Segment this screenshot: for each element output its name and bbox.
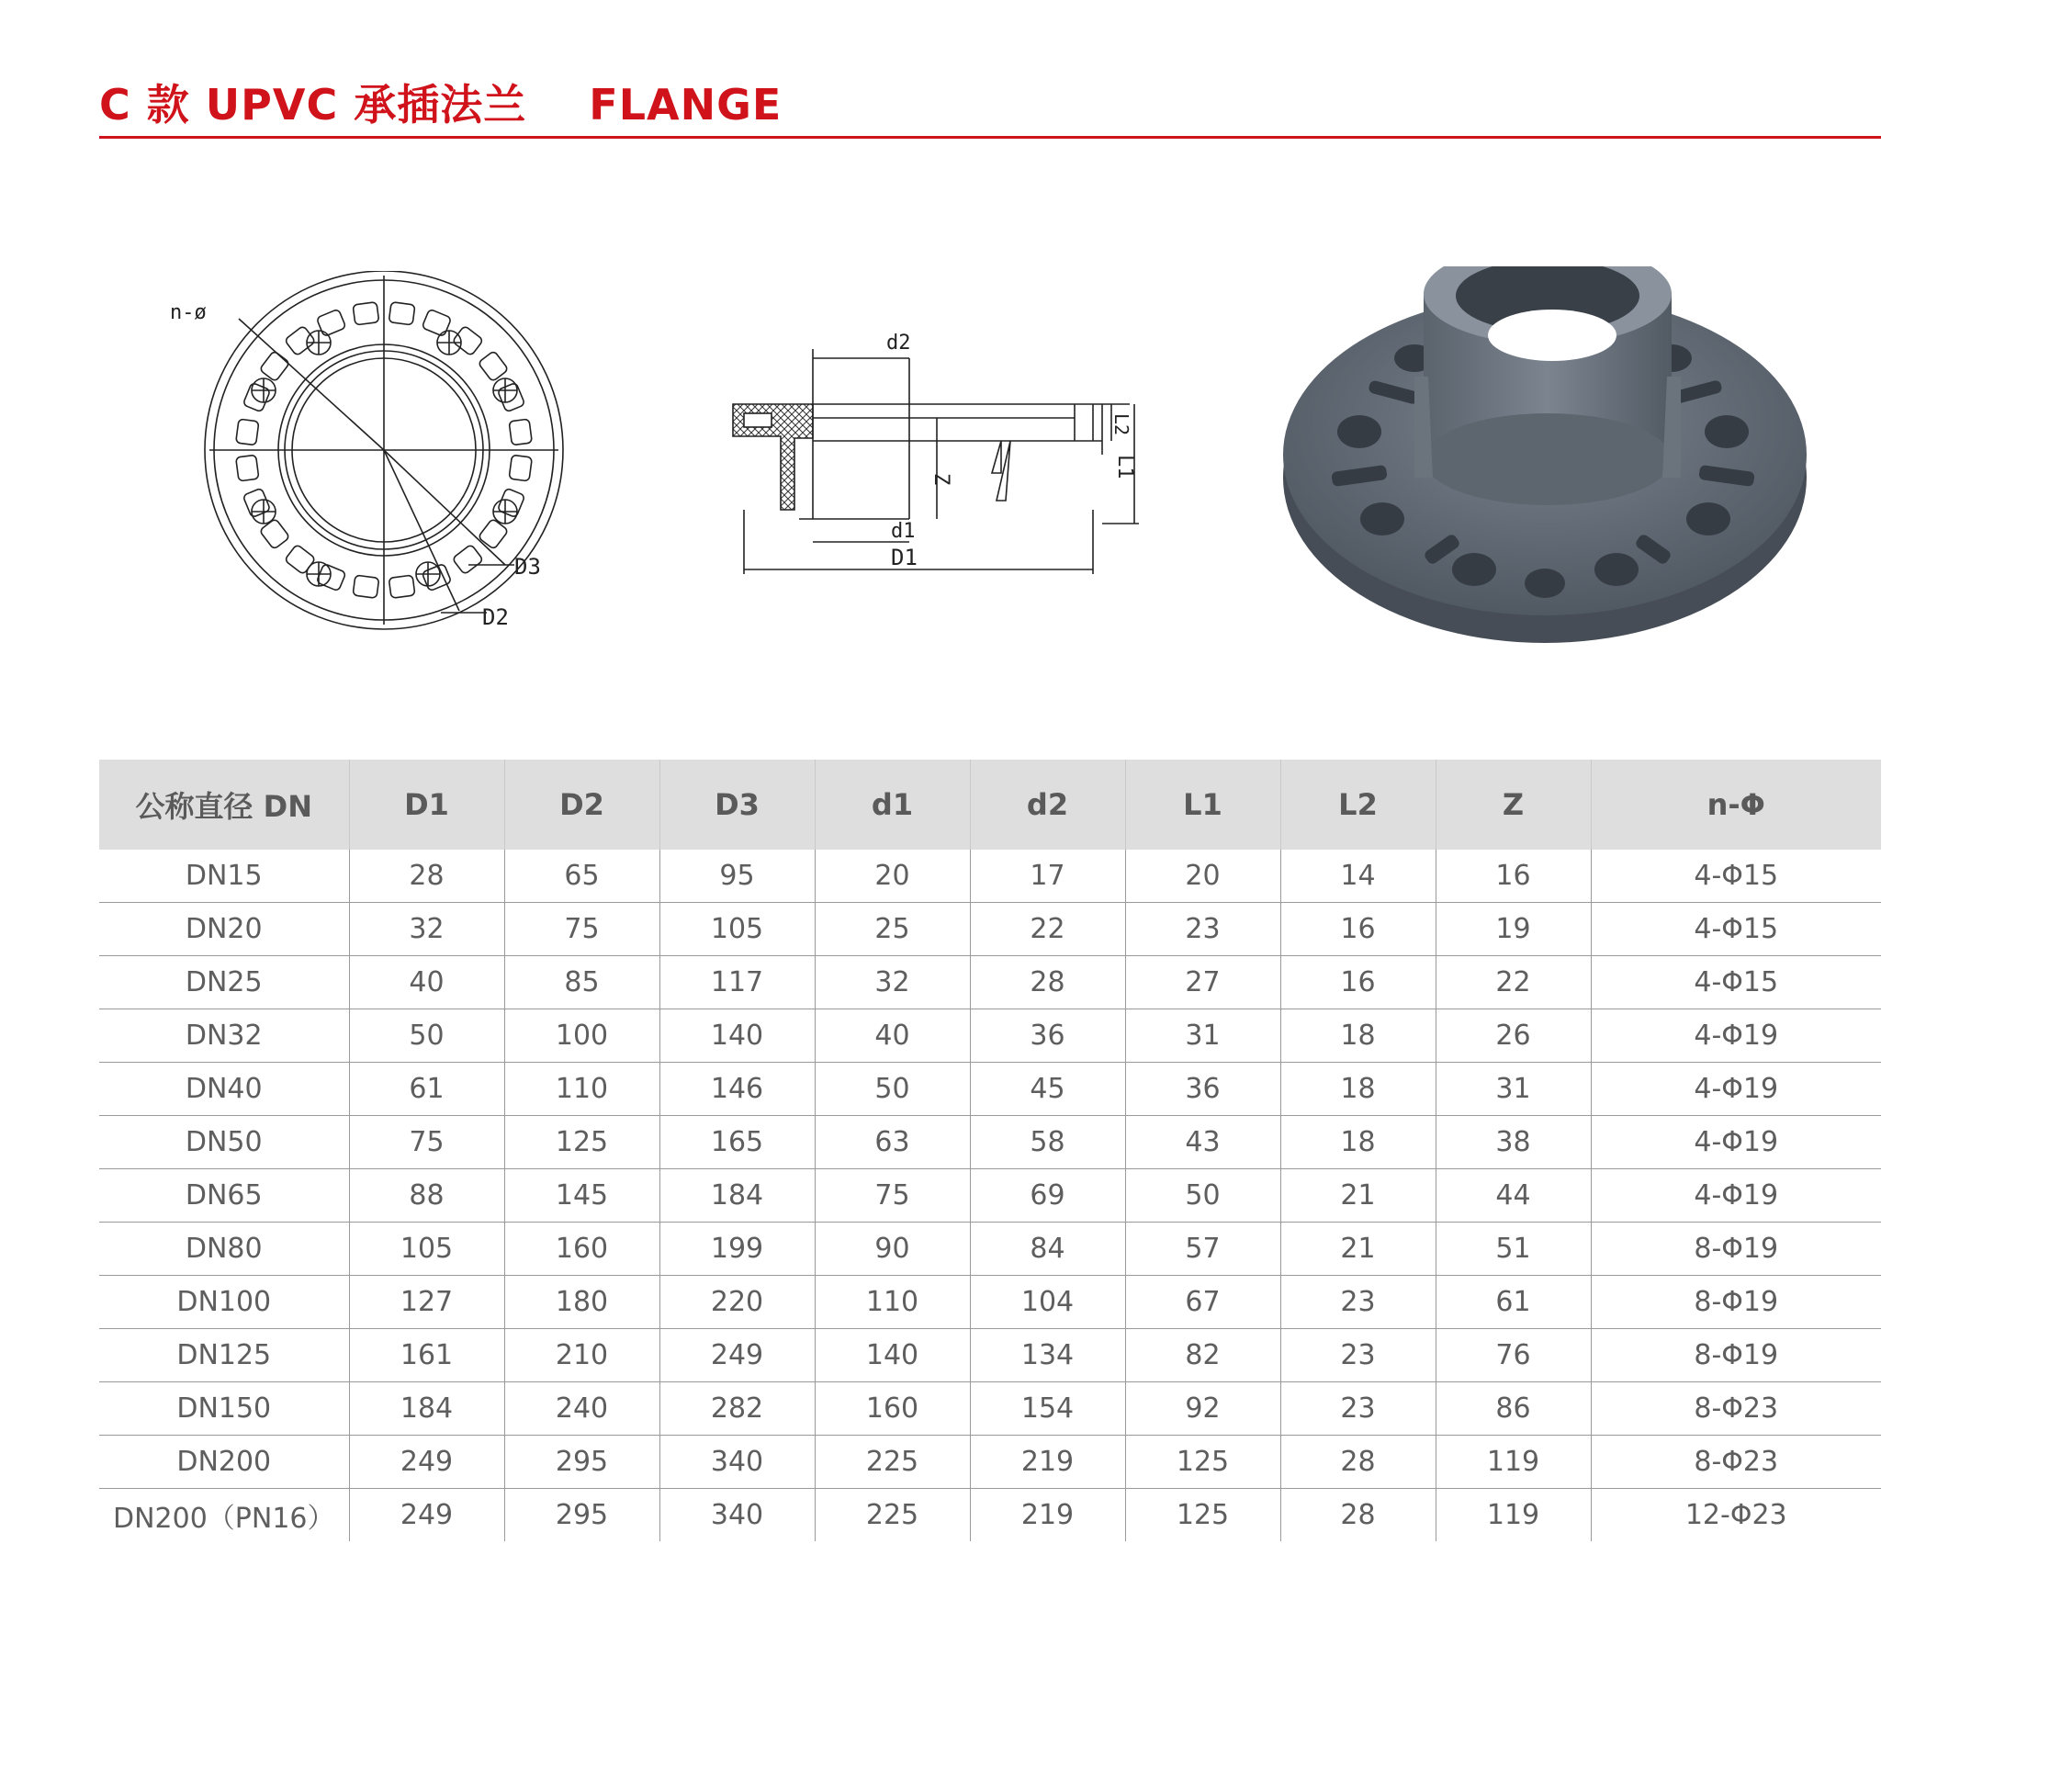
table-cell: 4-Φ15 [1591, 850, 1881, 903]
table-cell: 12-Φ23 [1591, 1489, 1881, 1542]
table-row [99, 1009, 1881, 1063]
table-cell: 125 [504, 1116, 659, 1169]
table-cell: 85 [504, 956, 659, 1009]
title-divider [99, 136, 1881, 139]
column-header: d2 [970, 760, 1125, 850]
table-cell: 160 [504, 1223, 659, 1276]
table-cell: DN20 [99, 903, 349, 956]
table-cell: 75 [504, 903, 659, 956]
table-cell: 28 [970, 956, 1125, 1009]
table-cell: 8-Φ19 [1591, 1276, 1881, 1329]
table-cell: 69 [970, 1169, 1125, 1223]
table-cell: 8-Φ19 [1591, 1223, 1881, 1276]
table-cell: 22 [1436, 956, 1591, 1009]
column-header: D3 [659, 760, 815, 850]
table-row [99, 1489, 1881, 1542]
column-header: L2 [1280, 760, 1436, 850]
table-cell: 100 [504, 1009, 659, 1063]
table-cell: 117 [659, 956, 815, 1009]
table-cell: 25 [815, 903, 970, 956]
table-cell: 110 [504, 1063, 659, 1116]
table-cell: 16 [1436, 850, 1591, 903]
table-cell: 8-Φ19 [1591, 1329, 1881, 1382]
table-cell: 31 [1125, 1009, 1280, 1063]
table-cell: DN25 [99, 956, 349, 1009]
flange-slot [236, 455, 259, 481]
l2-label: L2 [1110, 413, 1132, 436]
table-cell: 16 [1280, 903, 1436, 956]
table-cell: DN200 [99, 1436, 349, 1489]
table-row [99, 1223, 1881, 1276]
table-cell: 18 [1280, 1009, 1436, 1063]
table-row [99, 956, 1881, 1009]
table-cell: 4-Φ19 [1591, 1169, 1881, 1223]
table-cell: 90 [815, 1223, 970, 1276]
d1-section-label: d1 [891, 520, 916, 543]
table-cell: 21 [1280, 1169, 1436, 1223]
table-cell: 50 [349, 1009, 504, 1063]
table-cell: 40 [349, 956, 504, 1009]
flange-slot [316, 563, 345, 591]
d2-section-label: d2 [886, 332, 911, 355]
table-cell: DN40 [99, 1063, 349, 1116]
table-cell: 57 [1125, 1223, 1280, 1276]
table-cell: 4-Φ19 [1591, 1009, 1881, 1063]
table-cell: 14 [1280, 850, 1436, 903]
table-cell: 282 [659, 1382, 815, 1436]
table-cell: 146 [659, 1063, 815, 1116]
table-cell: 18 [1280, 1116, 1436, 1169]
table-cell: 340 [659, 1436, 815, 1489]
z-label: Z [929, 473, 952, 486]
table-cell: 86 [1436, 1382, 1591, 1436]
table-header-row [99, 760, 1881, 850]
flange-slot [452, 544, 483, 574]
table-cell: 4-Φ15 [1591, 956, 1881, 1009]
table-cell: 51 [1436, 1223, 1591, 1276]
column-header: L1 [1125, 760, 1280, 850]
table-cell: 220 [659, 1276, 815, 1329]
table-cell: 63 [815, 1116, 970, 1169]
table-cell: DN150 [99, 1382, 349, 1436]
table-cell: DN200（PN16） [99, 1489, 349, 1542]
table-cell: 125 [1125, 1489, 1280, 1542]
flange-slot [497, 382, 524, 411]
table-cell: 23 [1125, 903, 1280, 956]
table-cell: 50 [1125, 1169, 1280, 1223]
table-cell: 61 [349, 1063, 504, 1116]
table-cell: DN100 [99, 1276, 349, 1329]
flange-slot [422, 563, 451, 591]
flange-slot [422, 309, 451, 336]
table-cell: 210 [504, 1329, 659, 1382]
table-cell: 134 [970, 1329, 1125, 1382]
table-cell: 145 [504, 1169, 659, 1223]
table-cell: 28 [1280, 1436, 1436, 1489]
table-cell: 92 [1125, 1382, 1280, 1436]
flange-slot [389, 302, 415, 325]
column-header: D2 [504, 760, 659, 850]
table-cell: 20 [1125, 850, 1280, 903]
table-cell: 8-Φ23 [1591, 1436, 1881, 1489]
table-cell: 61 [1436, 1276, 1591, 1329]
flange-slot [509, 455, 532, 481]
flange-slot [242, 382, 270, 411]
table-cell: 119 [1436, 1489, 1591, 1542]
flange-slot [353, 302, 379, 325]
table-cell: 36 [1125, 1063, 1280, 1116]
table-cell: 4-Φ19 [1591, 1116, 1881, 1169]
table-cell: 23 [1280, 1382, 1436, 1436]
table-cell: 43 [1125, 1116, 1280, 1169]
table-cell: 125 [1125, 1436, 1280, 1489]
table-cell: 140 [659, 1009, 815, 1063]
flange-slot [353, 575, 379, 598]
column-header: 公称直径 DN [99, 760, 349, 850]
table-cell: 84 [970, 1223, 1125, 1276]
table-cell: 95 [659, 850, 815, 903]
table-cell: 110 [815, 1276, 970, 1329]
d3-label: D3 [514, 554, 541, 580]
table-cell: 20 [815, 850, 970, 903]
table-row [99, 1329, 1881, 1382]
table-cell: 32 [815, 956, 970, 1009]
table-cell: 161 [349, 1329, 504, 1382]
table-row [99, 903, 1881, 956]
table-cell: 154 [970, 1382, 1125, 1436]
table-cell: 199 [659, 1223, 815, 1276]
table-cell: 18 [1280, 1063, 1436, 1116]
table-cell: 23 [1280, 1329, 1436, 1382]
table-cell: DN32 [99, 1009, 349, 1063]
D1-section-label: D1 [891, 545, 918, 570]
flange-slot [236, 419, 259, 445]
table-cell: 119 [1436, 1436, 1591, 1489]
table-cell: 8-Φ23 [1591, 1382, 1881, 1436]
table-cell: 184 [659, 1169, 815, 1223]
table-cell: 295 [504, 1489, 659, 1542]
table-cell: 105 [349, 1223, 504, 1276]
table-row [99, 1436, 1881, 1489]
table-cell: 45 [970, 1063, 1125, 1116]
table-cell: 58 [970, 1116, 1125, 1169]
table-cell: 4-Φ19 [1591, 1063, 1881, 1116]
table-cell: 225 [815, 1436, 970, 1489]
table-cell: 28 [1280, 1489, 1436, 1542]
table-cell: 249 [659, 1329, 815, 1382]
table-row [99, 1276, 1881, 1329]
table-cell: 105 [659, 903, 815, 956]
table-cell: 340 [659, 1489, 815, 1542]
flange-section-drawing [726, 326, 1148, 602]
flange-slot [478, 351, 508, 382]
table-cell: 17 [970, 850, 1125, 903]
table-cell: 65 [504, 850, 659, 903]
table-cell: 295 [504, 1436, 659, 1489]
table-cell: 44 [1436, 1169, 1591, 1223]
table-cell: 21 [1280, 1223, 1436, 1276]
table-cell: 82 [1125, 1329, 1280, 1382]
table-cell: DN125 [99, 1329, 349, 1382]
flange-slot [389, 575, 415, 598]
table-cell: DN15 [185, 860, 263, 892]
flange-spec-table [99, 760, 1881, 1541]
table-cell: 75 [349, 1116, 504, 1169]
table-cell: 160 [815, 1382, 970, 1436]
table-cell: 75 [815, 1169, 970, 1223]
table-cell: 28 [349, 850, 504, 903]
flange-slot [285, 544, 316, 574]
flange-product-photo [1277, 266, 1819, 652]
flange-front-view-drawing [165, 271, 569, 638]
table-cell: 40 [815, 1009, 970, 1063]
table-cell: 26 [1436, 1009, 1591, 1063]
table-cell: 22 [970, 903, 1125, 956]
table-cell: 240 [504, 1382, 659, 1436]
table-cell: 219 [970, 1489, 1125, 1542]
flange-slot [509, 419, 532, 445]
table-cell: 249 [349, 1436, 504, 1489]
flange-slot [497, 488, 524, 517]
table-cell: 127 [349, 1276, 504, 1329]
flange-slot [316, 309, 345, 336]
table-cell: 4-Φ15 [1591, 903, 1881, 956]
column-header: d1 [815, 760, 970, 850]
table-cell: 27 [1125, 956, 1280, 1009]
table-cell: 225 [815, 1489, 970, 1542]
table-cell: 31 [1436, 1063, 1591, 1116]
table-cell: 180 [504, 1276, 659, 1329]
column-header: Z [1436, 760, 1591, 850]
l1-label: L1 [1113, 455, 1136, 479]
table-cell: 50 [815, 1063, 970, 1116]
table-cell: 219 [970, 1436, 1125, 1489]
column-header: D1 [349, 760, 504, 850]
table-row [99, 850, 1881, 903]
table-cell: 38 [1436, 1116, 1591, 1169]
table-cell: DN50 [99, 1116, 349, 1169]
table-cell: 67 [1125, 1276, 1280, 1329]
d2-label: D2 [482, 604, 509, 630]
table-cell: 36 [970, 1009, 1125, 1063]
table-cell: 104 [970, 1276, 1125, 1329]
table-cell: DN65 [99, 1169, 349, 1223]
flange-slot [259, 351, 289, 382]
table-cell: 88 [349, 1169, 504, 1223]
table-row [99, 1382, 1881, 1436]
page-title: C 款 UPVC 承插法兰 FLANGE [99, 80, 783, 130]
table-cell: 249 [349, 1489, 504, 1542]
table-cell: 32 [349, 903, 504, 956]
column-header: n-Φ [1591, 760, 1881, 850]
table-row [99, 1169, 1881, 1223]
table-cell: 140 [815, 1329, 970, 1382]
table-row [99, 1116, 1881, 1169]
table-cell: DN80 [99, 1223, 349, 1276]
table-cell: 16 [1280, 956, 1436, 1009]
table-row [99, 1063, 1881, 1116]
table-cell: 184 [349, 1382, 504, 1436]
table-cell: 23 [1280, 1276, 1436, 1329]
n-phi-label: n-ø [170, 301, 207, 324]
table-cell: 19 [1436, 903, 1591, 956]
table-cell: 76 [1436, 1329, 1591, 1382]
table-cell: 165 [659, 1116, 815, 1169]
